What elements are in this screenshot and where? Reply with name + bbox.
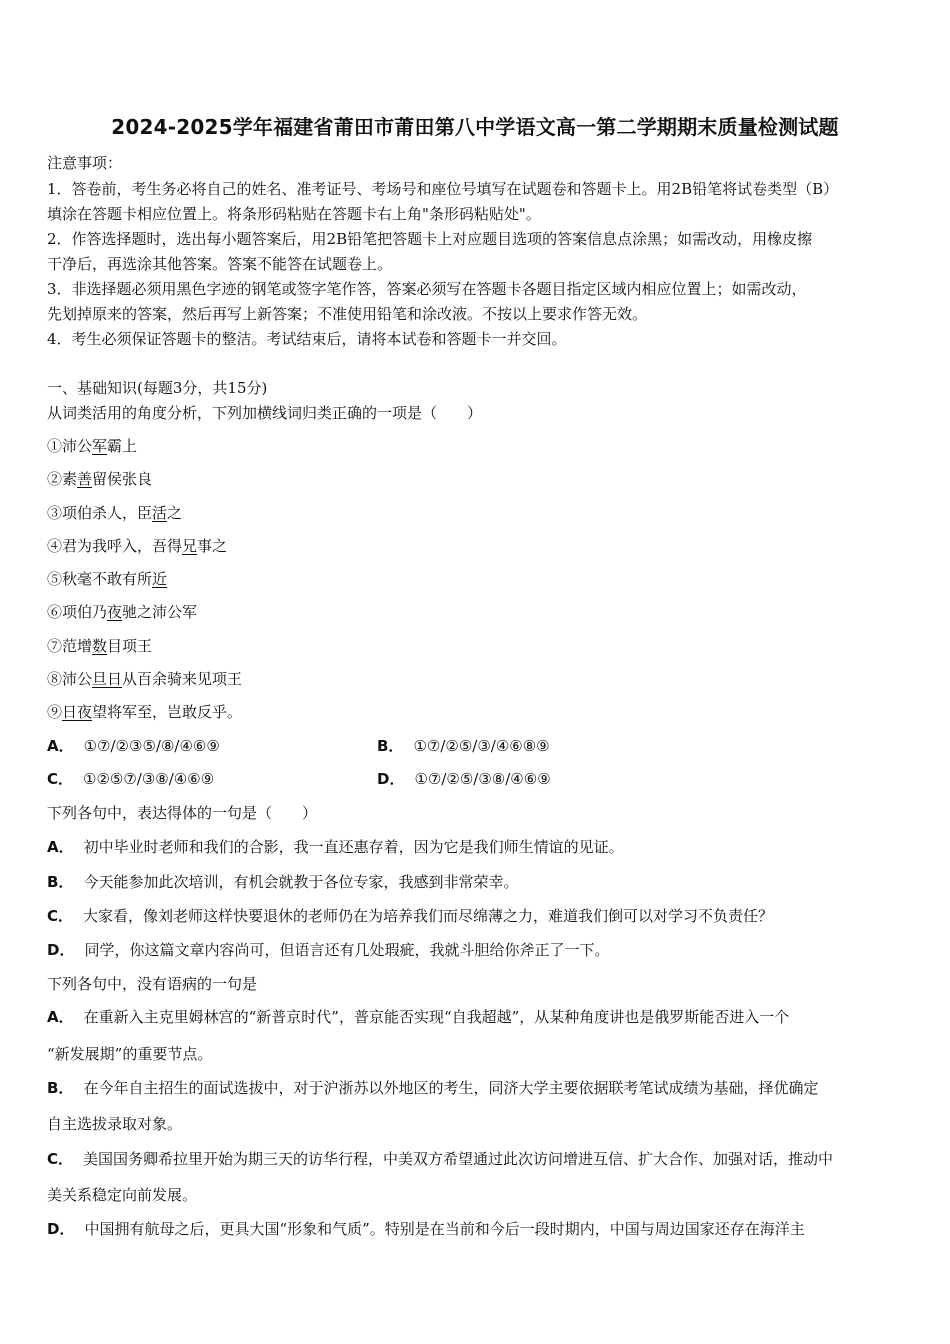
q3-option-d[interactable]: D． 中国拥有航母之后，更具大国“形象和气质”。特别是在当前和今后一段时期内，中国与周边国家还存在海洋主	[47, 1220, 805, 1238]
notice-line: 4．考生必须保证答题卡的整洁。考试结束后，请将本试卷和答题卡一并交回。	[47, 330, 567, 348]
notice-line: 1．答卷前，考生务必将自己的姓名、准考证号、考场号和座位号填写在试题卷和答题卡上。用2B铅笔将试卷类型（B）	[47, 180, 839, 198]
q3-option-a[interactable]: A． 在重新入主克里姆林宫的“新普京时代”，普京能否实现“自我超越”，从某种角度讲也是俄罗斯能否进入一个	[47, 1008, 790, 1026]
notice-line: 先划掉原来的答案，然后再写上新答案；不准使用铅笔和涂改液。不按以上要求作答无效。	[47, 305, 648, 323]
q2-option-a[interactable]: A． 初中毕业时老师和我们的合影，我一直还惠存着，因为它是我们师生情谊的见证。	[47, 838, 624, 856]
notice-heading: 注意事项：	[47, 154, 123, 172]
q1-item: ④君为我呼入，吾得兄事之	[47, 537, 228, 555]
question-3-stem: 下列各句中，没有语病的一句是	[47, 975, 258, 993]
question-1-stem: 从词类活用的角度分析，下列加横线词归类正确的一项是（ ）	[47, 404, 483, 422]
q3-option-a-cont: “新发展期”的重要节点。	[47, 1045, 213, 1063]
q1-item: ②素善留侯张良	[47, 470, 153, 488]
q1-item: ⑤秋毫不敢有所近	[47, 570, 168, 588]
q3-option-c-cont: 美关系稳定向前发展。	[47, 1186, 198, 1204]
q1-item: ⑦范增数目项王	[47, 637, 153, 655]
q1-item: ⑧沛公旦日从百余骑来见项王	[47, 670, 243, 688]
notice-line: 填涂在答题卡相应位置上。将条形码粘贴在答题卡右上角"条形码粘贴处"。	[47, 205, 541, 223]
q1-item: ⑨日夜望将军至，岂敢反乎。	[47, 703, 243, 721]
section-heading: 一、基础知识(每题3分，共15分)	[47, 379, 268, 397]
question-2-stem: 下列各句中，表达得体的一句是（ ）	[47, 804, 318, 822]
q1-item: ①沛公军霸上	[47, 437, 138, 455]
notice-line: 2．作答选择题时，选出每小题答案后，用2B铅笔把答题卡上对应题目选项的答案信息点涂黑；如需改动，用橡皮擦	[47, 230, 813, 248]
notice-line: 3．非选择题必须用黑色字迹的钢笔或签字笔作答，答案必须写在答题卡各题目指定区域内相应位置上；如需改动，	[47, 280, 807, 298]
q1-item: ③项伯杀人，臣活之	[47, 504, 183, 522]
page-title: 2024-2025学年福建省莆田市莆田第八中学语文高一第二学期期末质量检测试题	[111, 115, 839, 139]
q3-option-b-cont: 自主选拔录取对象。	[47, 1115, 183, 1133]
q2-option-b[interactable]: B． 今天能参加此次培训，有机会就教于各位专家，我感到非常荣幸。	[47, 873, 519, 891]
notice-line: 干净后，再选涂其他答案。答案不能答在试题卷上。	[47, 255, 393, 273]
q2-option-d[interactable]: D． 同学，你这篇文章内容尚可，但语言还有几处瑕疵，我就斗胆给你斧正了一下。	[47, 941, 610, 959]
q1-option-b[interactable]: B． ①⑦/②⑤/③/④⑥⑧⑨	[377, 737, 550, 755]
q1-option-a[interactable]: A． ①⑦/②③⑤/⑧/④⑥⑨	[47, 737, 220, 755]
q2-option-c[interactable]: C． 大家看，像刘老师这样快要退休的老师仍在为培养我们而尽绵薄之力，难道我们倒可以对学习不负责任？	[47, 907, 774, 925]
q3-option-c[interactable]: C． 美国国务卿希拉里开始为期三天的访华行程，中美双方希望通过此次访问增进互信、扩大合作、加强对话，推动中	[47, 1150, 834, 1168]
q1-option-d[interactable]: D． ①⑦/②⑤/③⑧/④⑥⑨	[377, 770, 551, 788]
q1-item: ⑥项伯乃夜驰之沛公军	[47, 603, 198, 621]
q3-option-b[interactable]: B． 在今年自主招生的面试选拔中，对于沪浙苏以外地区的考生，同济大学主要依据联考笔试成绩为基础，择优确定	[47, 1079, 819, 1097]
q1-option-c[interactable]: C． ①②⑤⑦/③⑧/④⑥⑨	[47, 770, 215, 788]
